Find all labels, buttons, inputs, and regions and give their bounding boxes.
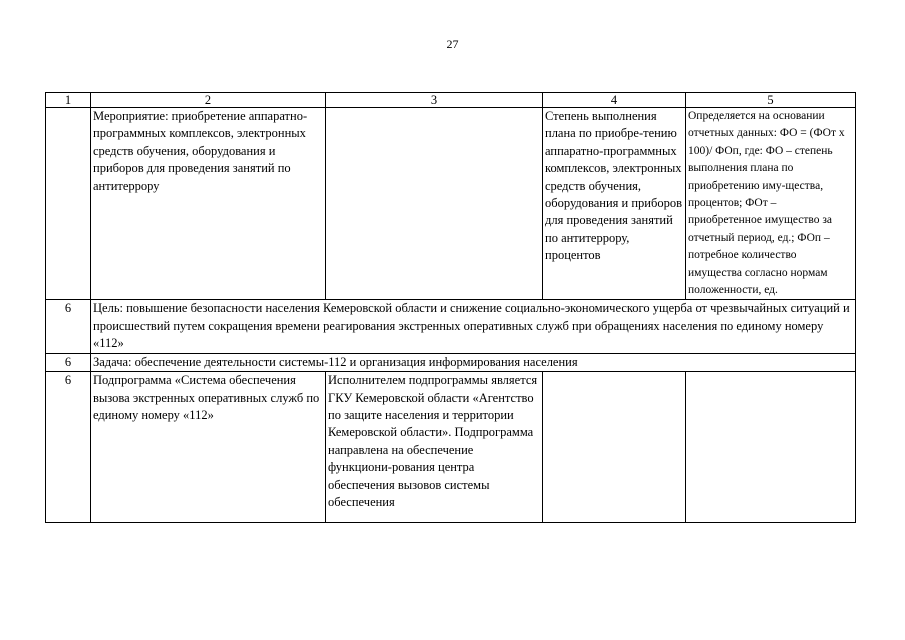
row-number-cell: 6: [46, 300, 91, 353]
subprogram-method-cell: [686, 372, 856, 523]
indicator-name-cell: Степень выполнения плана по приобре-тению аппаратно-программных комплексов, электронных средств обучения, оборудования и приборов для проведения занятий по антитеррору, процентов: [543, 108, 686, 300]
subprogram-description-cell: [326, 372, 543, 523]
subprogram-name-cell: Подпрограмма «Система обеспечения вызова экстренных оперативных служб по единому номеру «112»: [91, 372, 326, 523]
page-number: 27: [446, 37, 459, 51]
header-col-2: 2: [91, 93, 326, 108]
table-row-measure: [46, 108, 856, 300]
subprogram-indicator-cell: [543, 372, 686, 523]
header-col-4: 4: [543, 93, 686, 108]
header-col-5: 5: [686, 93, 856, 108]
table-row-subprogram: [46, 372, 856, 523]
row-number-cell: 6: [46, 353, 91, 371]
table-row-task: [46, 353, 856, 371]
subprogram-description-text: Исполнителем подпрограммы является ГКУ Кемеровской области «Агентство по защите населения и территории Кемеровской области». Подпрограмма направлена на обеспечение функциони-рования центра обеспечения вызовов системы обеспечения: [328, 373, 538, 509]
measure-name-cell: Мероприятие: приобретение аппаратно-программных комплексов, электронных средств обучения, оборудования и приборов для проведения занятий по антитеррору: [91, 108, 326, 300]
row-number-cell: 6: [46, 372, 91, 523]
table-header-row: [46, 93, 856, 108]
measure-description-cell: [326, 108, 543, 300]
header-col-1: 1: [46, 93, 91, 108]
task-text-cell: Задача: обеспечение деятельности системы-112 и организация информирования населения: [91, 353, 856, 371]
table-row-goal: [46, 300, 856, 353]
row-number-cell: [46, 108, 91, 300]
indicators-table: [45, 92, 856, 523]
indicator-method-cell: Определяется на основании отчетных данных: ФО = (ФОт х 100)/ ФОп, где: ФО – степень выполнения плана по приобретению иму-щества, процентов; ФОт – приобретенное имущество за отчетный период, ед.; ФОп – потребное количество имущества согласно нормам положенности, ед.: [686, 108, 856, 300]
goal-text-cell: Цель: повышение безопасности населения Кемеровской области и снижение социально-экономического ущерба от чрезвычайных ситуаций и происшествий путем сокращения времени реагирования экстренных оперативных служб при обращениях населения по единому номеру «112»: [91, 300, 856, 353]
header-col-3: 3: [326, 93, 543, 108]
